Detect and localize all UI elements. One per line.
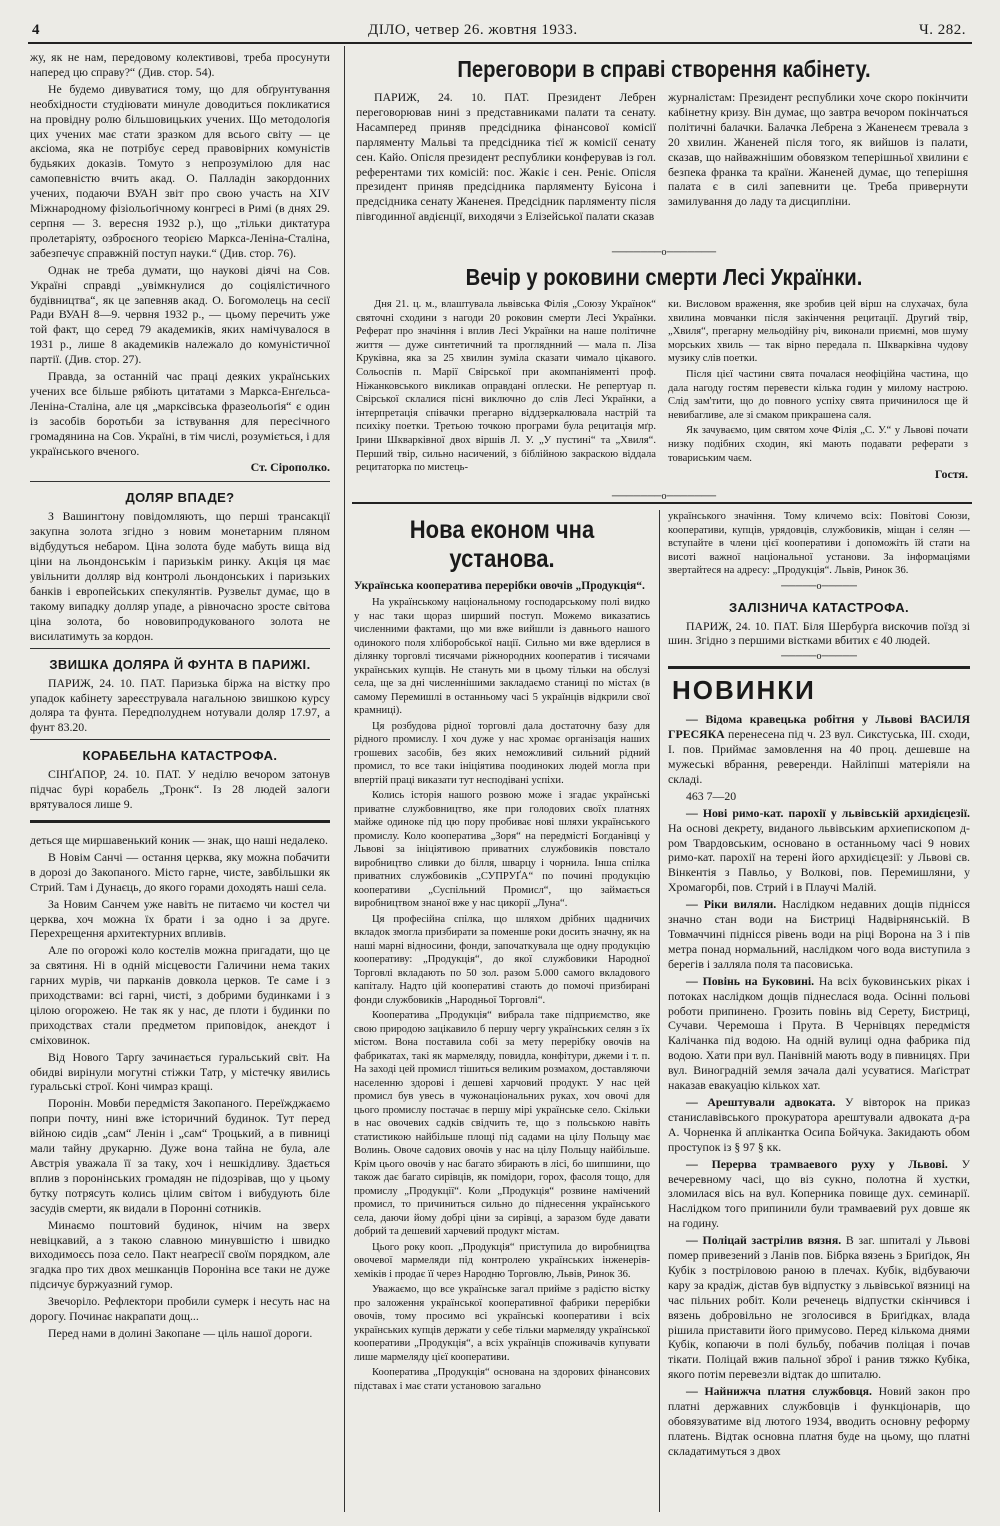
negotiations-text-left: ПАРИЖ, 24. 10. ПАТ. Президент Лебрен переговорював нині з представниками палати та сенату. Насамперед приняв предсідника фінансової комісії парляменту Мальві та предсідника тієї ж комісії сенату сен. Кайо. Опісля президент республики конферував із гол. референтами тих комісій: пос. Жакіє і сен. Реніє. Опісля президент приняв предсідника парляменту Буісона і предсідника сенату Жаненея. Предсідник парляменту після півгодинної авдієнції, виходячи з Елізейської палати сказав <box>356 90 656 224</box>
news-item <box>668 1233 970 1382</box>
negotiations-title: Переговори в справі створення кабінету. <box>457 56 871 82</box>
lesya-signature: Гостя. <box>934 467 968 482</box>
news-item-text: Наслідком недавних дощів піднісся значно стан води на Бистриці Надвірнянській. В Товмаччині піднісся рівень води на ріці Ворона на 3 і пів метра понад нормальний, наслідком чого вода виступила з берегів і залляла поля та пасовиська. <box>668 897 970 971</box>
travel-article <box>30 833 330 1341</box>
econ-paragraph: Ця професійна спілка, що шляхом дрібних щадничих вкладок змогла призбирати за поменше роки досить значну, як на наші марні відносини, фонди, започаткувала ще одну продукцію кооперативу: „Продукція“, до якої службовики Народної Торговлі вкладають по 50 зол. разом 5.000 самого вкладового капіталу. Надто цій кооперативі стають до помочі призбирані фонди службовиків „Народньої Торговлі“. <box>354 913 650 1006</box>
section-rule <box>352 502 972 504</box>
article-signature: Ст. Сірополко. <box>250 460 330 475</box>
news-item-lead: — Відома кравецька робітня у Львові ВАСИЛЯ ГРЕСЯКА <box>668 712 970 742</box>
column-divider-left <box>344 46 345 1512</box>
shipwreck-text: СІНҐАПОР, 24. 10. ПАТ. У неділю вечором затонув підчас бурі корабель „Тронк“. Із 28 людей залоги врятувалося лише 9. <box>30 767 330 812</box>
travel-paragraph: деться ще миршавенький коник — знак, що наші недалеко. <box>30 832 328 847</box>
lesya-article <box>356 258 972 488</box>
econ-subtitle: Українська кооператива перерібки овочів „Продукція“. <box>354 580 645 592</box>
section-rule <box>30 820 330 823</box>
top-article <box>30 50 330 475</box>
article-paragraph: Однак не треба думати, що наукові діячі на Сов. Україні справді „увімкнулися до соціялістичного будівництва“, як це запевняв акад. О. Богомолець на сесії Ради ВУАН 8—9. червня 1932 р., — цьому перечить уже той факт, що серед 79 академиків, яких намічувалося в 1931 р., лише 8 академиків належало до комуністичної партії. (Див. стор. 27). <box>30 262 330 367</box>
divider <box>30 648 330 649</box>
lesya-text-right: Як зачуваємо, цим святом хоче Філія „С. У.“ у Львові почати низку подібних сходин, які мають подавати реферати з товариським чаєм. <box>668 425 968 464</box>
news-item-lead: — Нові римо-кат. парохії у львівській архидієцезії. <box>686 805 970 820</box>
news-item <box>668 806 970 895</box>
left-column <box>30 50 330 1516</box>
econ-title: Нова економ чна установа. <box>409 516 595 573</box>
rail-crash-text: ПАРИЖ, 24. 10. ПАТ. Біля Шербурґа вискочив поїзд зі шин. Згідно з першими вістками вбитих є 40 людей. <box>668 618 970 648</box>
negotiations-text-right: журналістам: Президент республики хоче скоро покінчити кабінетну кризу. Він думає, що завтра вечором покінчаться політичні балачки. Балачка Лебрена з Жаненеєм тревала з 20 хвилин. Жаненей після того, як вийшов із палати, сказав, що найважнішим обовязком теперішньої хвилини є безпека франка та країни. Жаненей думає, що теперішня палата є в силі запевнити це. Треба привернути замилування до ладу та дисципліни. <box>668 90 968 209</box>
travel-paragraph: Але по огорожі коло костелів можна пригадати, що це за святиня. Ні в одній місцевости Галичини нема таких гарних мурів, чи парканів довкола церков. Те саме і з приходствами: всі гарні, чисті, з добрими будинками і з цілою огорожею. Не так як у нас, де плоти і будинки по приходствах стали предметом приповідок, анекдот і сміховинок. <box>30 943 330 1047</box>
econ-paragraph: Цього року кооп. „Продукція“ приступила до виробництва овочевої мармеляди під контролею українських інженерів-хеміків і продає її через Народню Торговлю, Львів, Ринок 36. <box>354 1241 650 1280</box>
page-header <box>28 20 972 44</box>
ornament-divider: ───────o─────── <box>611 491 717 502</box>
lesya-title: Вечір у роковини смерти Лесі Українки. <box>465 264 863 290</box>
section-rule <box>668 666 970 669</box>
rail-crash-title: ЗАЛІЗНИЧА КАТАСТРОФА. <box>728 599 910 615</box>
econ-article <box>354 510 650 1512</box>
news-item-text: перенесена під ч. 23 вул. Сикстуська, ІІІ. сходи, І. пов. Приймає замовлення на 40 проц. дешевше на мужеські вбрання, реверенди. Найліпші матеріяли на складі. <box>668 727 970 786</box>
news-item-text: На всіх буковинських ріках і потоках наслідком дощів піднеслася вода. Осінні польові роботи припинено. Грозить повінь від Серету, Бистриці, Сучави. Черемоша і Прута. В Чернівцях передмістя Калічанка під водою. На одній вулиці одна фабрика під водою. Хати при вул. Панівній мають воду в пивницях. При вул. Виноградній земля зачала далі усуватися. Маґістрат наказав евакуацію кількох хат. <box>668 973 970 1093</box>
news-item-text: В заг. шпиталі у Львові помер привезений з Ланів пов. Бібрка вязень з Бриґідок, Ян Кубік з постріловою раною в плечах. Кубік, відбуваючи кару за крадіж, дістав був відпустку з львівської вязниці на час пільних робіт. Коли реченець відпустки скінчився і вязень добровільно не зголосився в Бриґідках, влада рішила приставити його примусово. Перед кількома днями Кубік, копаючи в полі бульбу, побачив поліцая і почав тікати. Поліцай вжив пальної зброї і ранив тяжко Кубіка, якого потім перевезли відтак до шпиталю. <box>668 1233 970 1382</box>
news-item-lead: — Ріки виляли. <box>686 897 777 912</box>
divider <box>30 739 330 740</box>
news-item-lead: — Повінь на Буковині. <box>686 973 815 988</box>
travel-paragraph: Поронін. Мовби передмістя Закопаного. Переїжджаємо попри почту, нині вже історичний будинок. Тут перед війною сидів „сам“ Ленін і „сам“ Троцький, а в пивниці мали тайну друкарню. Дуже вона тайна не була, але Австрія уважала її за таку, хоч і нешкідливу. Здається вплив з поронінських громадян не підозрівав, що у цьому бутку потрясуть колись цілим світом і вибудують біле засудів смерти, як видали в Поронні сотників. <box>30 1096 330 1215</box>
econ-paragraph: Ця розбудова рідної торговлі дала достаточну базу для рідного промислу. І хоч дуже у нас хромає організація наших грошевих засобів, без яких неможливий сильний рідний промисл, то все таки ініціятива поодиноких людей могла при впертій праці виказати тут несподівані успіхи. <box>354 720 650 786</box>
econ-paragraph: Кооператива „Продукція“ вибрала таке підприємство, яке свою природою зацікавило б першу чергу українських селян з їх містом. Вона поставила собі за мету перерібку овочів на фабрикатах, такі як мармеляду, повидла, конфітури, джеми і т. п. На заході цей промисл тішиться великим розмахом, доставляючи населенню здорові і дешеві харчовий продукт. У нас цей промисл був увесь в чужонаціональних руках, хоч овочі для цього промислу постачає в першу мірі українське село. Скільки в нас овочевих садків свідчить те, що з польською навіть статистикою найбільше площі під садами на цілу Польщу має Волинь. Овоче садових овочів у нас на цілу Польщу найбільше. Крім цього овочів у нас багато збирають в лісі, бо шипшини, що також дає багато сирівців, як помідори, горох, фасоля тощо, для промислу „Продукції“. Коли „Продукція“ розвине намічений промисл, то причиниться сильно до піднесення українського села, даючи йому добрі ціни за сирівці, а заразом буде давати добрий та дешевий харчевий продукт містам. <box>354 1010 650 1237</box>
ornament-divider: ─────o───── <box>781 580 857 592</box>
news-item-text: Новий закон про платні державних службовців і функціонарів, що обовязуватиме від лютого 1934, вводить основну реформу платень. Відтак основна платня буде на цьому, що платні складатимуться з двох <box>668 1384 970 1458</box>
dollar-falls-text: З Вашинґтону повідомляють, що перші трансакції закупна золота згідно з новим монетарним пляном відбудуться небаром. Ціна золота буде мабуть вища від ціни на льондонськім і паризькім ринку. Акція ця має увільнити долляр від контролі льондонських і паризьких банків і европейських спекулянтів. Рузвельт думає, що в такому випадку долляр упаде, а рівночасно зросте світова ціна золота, бо нововипродукованого золота не висилатимуть за кордон. <box>30 509 330 643</box>
lesya-text-left: Дня 21. ц. м., влаштувала львівська Філія „Союзу Українок“ святочні сходини з нагоди 20 роковин смерти Лесі Українки. Реферат про значіння і вплив Лесі Українки на наше політичне життя — дуже синтетичний та прогляднний — мала п. Ліза Круківна, яка за 25 хвилин зуміла сказати чимало цікавого. Сольоспів п. Марії Свірської при акомпаніяменті проф. Ніжанковського викликав оправдані оплески. Не репертуар п. Свірської склалися пісні виключно до слів Лесі Українки, а інтерпретація співачки прегарно віддзеркалювала настрій та психіку поетки. Третьою точкою програми була рецитація мґр. Ірини Шкварківної двох віршів Л. У. „У пустині“ та „Хвиля“. Перший твір, сильно насичений, з біблійною закраскою віддала рецитаторка по мистець- <box>356 299 656 474</box>
news-item-lead: — Арештували адвоката. <box>686 1094 836 1109</box>
econ-paragraph: Кооператива „Продукція“ основана на здорових фінансових підставах і має стати установою загально <box>354 1367 650 1392</box>
news-item-text: У вівторок на приказ станиславівського прокуратора арештували адвоката д-ра А. Чорненка й аплікантка Осипа Бойчука. Закидають обом проступок із § 97 § кк. <box>668 1094 970 1154</box>
news-item <box>668 974 970 1093</box>
page-number: 4 <box>32 22 40 38</box>
travel-paragraph: Минаємо поштовий будинок, нічим на зверх невіцкавий, а з такою славною минувшістю і швидко виходимоєсь поза село. Пакт неаґресії своїм порядком, але згадка про тих двох мешканців Пороніна все таки не дуже підсичує буржуазний гумор. <box>30 1217 330 1292</box>
article-paragraph: жу, як не нам, передовому колективові, треба просунути наперед цю справу?“ (Див. стор. 54). <box>30 50 330 79</box>
dollar-falls-title: ДОЛЯР ВПАДЕ? <box>125 490 235 506</box>
econ-paragraph: Колись історія нашого розвою може і згадає українські приватне службовництво, яке при голодових своїх платнях майже одиноке під цю пору пробиває нові шляхи українського промислу. Коло кооператива „Зоря“ на передмісті Богданівці у Львові за ініціятивою приватних службовиків повстало виробництво сливки до білля, шварцу і чорнила. Інша спілка приватних службовиків „СУПРУҐА“ по почині продукцію кооперативи „Суспільний Промисл“, що займається виробництвом знаної вже у нас цикорії „Луна“. <box>354 790 650 909</box>
travel-paragraph: Звечоріло. Рефлектори пробили сумерк і несуть нас на дорогу. Починає накрапати дощ... <box>30 1294 330 1324</box>
news-item-text: На основі декрету, виданого львівським архиепископом д-ром Твардовським, основано в останньому часі 9 нових римо-кат. парохії на терені його архидієцезії: у Львові св. Вінкентія з Павльо, у Волкові, пов. Перемишляни, у Хромагорбі, пов. Стрий і в Плаучі Малій. <box>668 820 970 895</box>
lesya-text-right: Після цієї частини свята почалася неофіційна частина, що дала нагоду гостям перевести кілька годин у милому настрою. Слід зам'тити, що до повного успіху свята причинилося ще й невибагливе, але зі смаком прикрашена саля. <box>668 368 968 421</box>
right-column <box>668 510 970 1512</box>
news-item-text: У вечеревному часі, що віз сукно, полотна й хустки, зломилася вісь на вул. Коперника повище дух. семинарії. Наслідком того припинили були трамваевий рух довше як на годину. <box>668 1156 970 1231</box>
negotiations-article <box>356 50 972 242</box>
econ-continued: українського значіння. Тому кличемо всіх: Повітові Союзи, кооперативи, купців, урядовців, службовиків, міщан і селян — вступайте в члени цієї кооперативи і допоможіть їй стати на висоті важної національної установи. За інформаціями звертайтеся на адресу: „Продукція“. Львів, Ринок 36. <box>668 511 970 576</box>
issue-number: Ч. 282. <box>919 22 966 38</box>
lesya-text-right: ки. Висловом враження, яке зробив цей вірш на слухачах, була хвилина мовчанки після закінчення рецитації. Другий твір, „Хвиля“, прегарну мельодійну річ, виконали приємні, мов шуму морських хвиль — так вірно передала п. Шкварківна чудову музику слів поетки. <box>668 299 968 365</box>
divider <box>30 481 330 482</box>
news-item-lead: — Поліцай застрілив вязня. <box>686 1233 842 1248</box>
ad-number: 463 7—20 <box>686 788 737 803</box>
econ-paragraph: На українському національному господарському полі видко у нас таки щораз ширший поступ. Можемо виказатись численними фактами, що ми вже вийшли із давнього нашого одинокого поля хліборобської нації. Сильно ми вже вдерлися в ділянку торговлі тисячами ріжнородних кооператив і тисячами українських купців. Не стануть ми в цьому тільки на обслузі села, ще за дні численнішими закладаємо станиці по містах (в самому Перемишлі в останньому часі 5 українців відкрили свої крамниці). <box>354 597 650 716</box>
ornament-divider: ───────o─────── <box>611 247 717 258</box>
travel-paragraph: Перед нами в долині Закопане — ціль нашої дороги. <box>48 1325 313 1340</box>
news-section-title: НОВИНКИ <box>672 675 816 706</box>
news-item <box>668 897 970 972</box>
shipwreck-title: КОРАБЕЛЬНА КАТАСТРОФА. <box>82 748 278 764</box>
news-item-lead: — Найнижча платня службовця. <box>686 1384 872 1399</box>
econ-paragraph: Уважаємо, що все українське загал прийме з радістю вістку про заложення української кооперативної фабрики перерібки овочів, тому просимо всі українські кооперативи і всіх українських купців держати у себе тільки мармеляду української кооперативи „Продукція“, а всіх українців споживачів купувати лише мармеляду цієї кооперативи. <box>354 1284 650 1363</box>
article-paragraph: Не будемо дивуватися тому, що для обґрунтування необхідности студіювати минуле доводиться покликатися на провідну ролю більшовицьких учених. Що методолоґія цих учених має стати зразком для всього світу — це аксіома, яка не потрібує серед правовірних комуністів будьяких доказів. Томуто з непрозумілою для нас самопевністю вчить акад. О. Палладін закордонних учених, подаючи ВУАН звіт про свою участь на XIV Міжнародному фізіольоґічному конгресі в Римі (в днях 29. серпня — 3. вересня 1932 р.), що „тільки диктатура пролетаріяту, озброєного теорією Маркса-Леніна-Сталіна, забезпечує справжній поступ науки.“ (Див. стор. 76). <box>30 81 330 260</box>
news-item <box>668 712 970 787</box>
dollar-pound-text: ПАРИЖ, 24. 10. ПАТ. Паризька біржа на вістку про упадок кабінету зареєструвала нагальною звишкою курсу доляра та фунта. Передполуднем нотували доляр 17.97, а фунт 83.20. <box>30 675 330 735</box>
travel-paragraph: Від Нового Тарґу зачинається ґуральський світ. На обидві вирінули могутні стіжки Татр, у містечку явились ґуральські строї. Коні чимраз кращі. <box>30 1049 330 1094</box>
masthead: ДІЛО, четвер 26. жовтня 1933. <box>368 22 578 38</box>
ornament-divider: ─────o───── <box>781 651 857 663</box>
travel-paragraph: За Новим Санчем уже навіть не питаємо чи костел чи церква, хоч можна їх брати і за одно і за друге. Перехрещення архитектурних впливів. <box>30 896 330 941</box>
article-paragraph: Правда, за останній час праці деяких українських учених все більше рябіють цитатами з Маркса-Енґельса-Леніна-Сталіна, але ця „марксівська фразеольоґія“ є один із засобів боротьби за іствування для пересічного громадянина на Сов. Україні, в тім числі, розуміється, і для українського вченого. <box>30 369 330 458</box>
news-item <box>668 1095 970 1155</box>
column-divider-right <box>659 510 660 1512</box>
travel-paragraph: В Новім Санчі — остання церква, яку можна побачити в дорозі до Закопаного. Місто гарне, чисте, завбільшки як Стрий. Там і Дунаєць, до якого горами доходять наші села. <box>30 849 330 894</box>
news-item <box>668 1157 970 1232</box>
dollar-pound-title: ЗВИШКА ДОЛЯРА Й ФУНТА В ПАРИЖІ. <box>49 656 311 672</box>
news-item <box>668 1384 970 1459</box>
news-item-lead: — Перерва трамваевого руху у Львові. <box>686 1156 948 1171</box>
